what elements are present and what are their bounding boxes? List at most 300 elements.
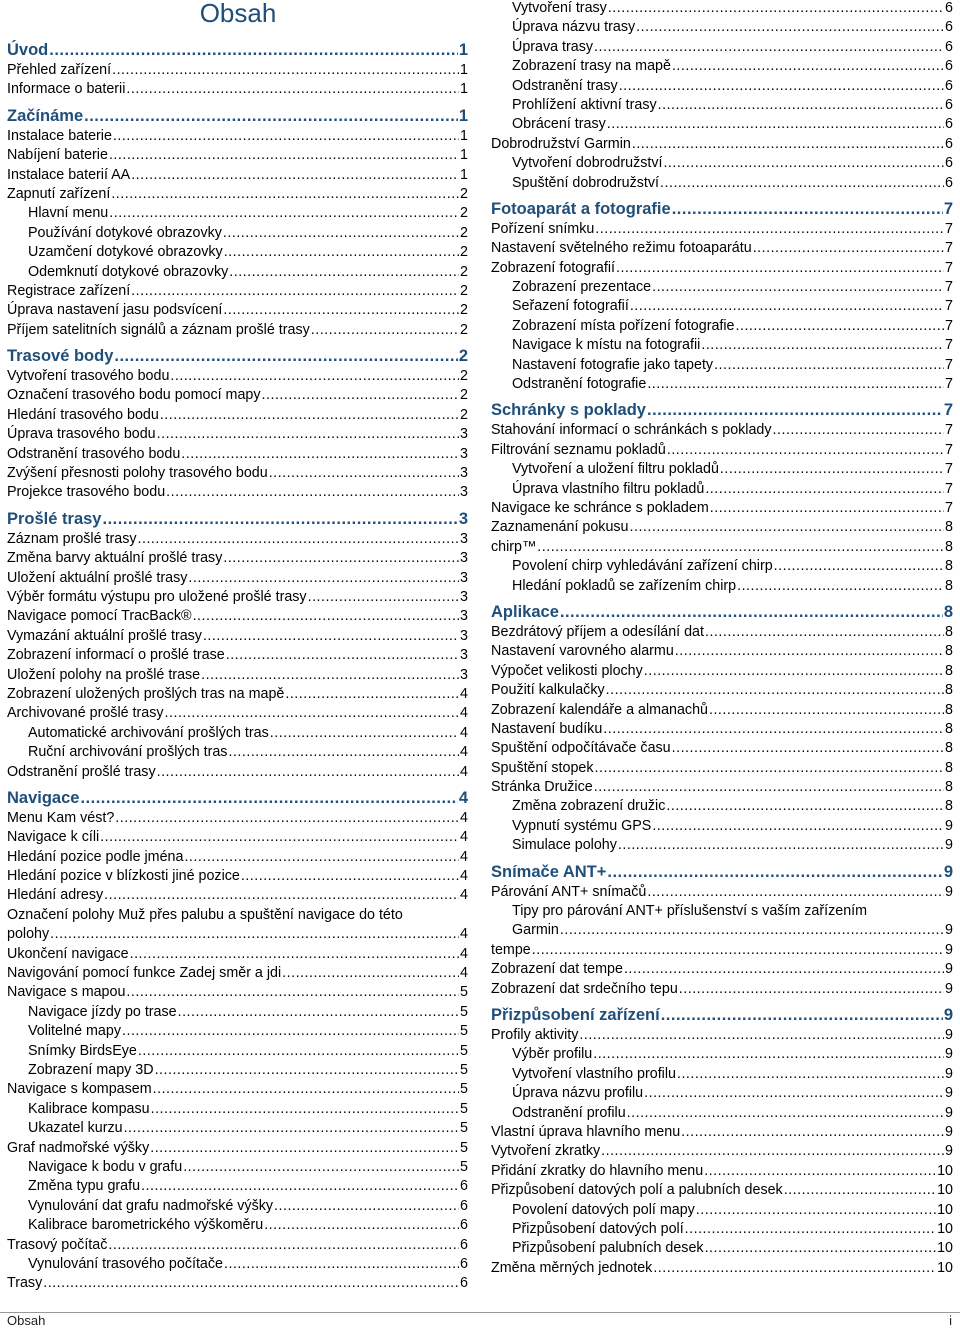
toc-entry-title: Uložení polohy na prošlé trase bbox=[7, 666, 201, 683]
toc-entry[interactable] bbox=[491, 1239, 953, 1258]
toc-entry-title: Zobrazení kalendáře a almanachů bbox=[491, 701, 708, 718]
toc-entry[interactable] bbox=[491, 941, 953, 960]
toc-page-number: 7 bbox=[945, 279, 953, 296]
toc-page-number: 6 bbox=[945, 0, 953, 16]
toc-entry[interactable] bbox=[7, 204, 468, 223]
toc-entry[interactable] bbox=[491, 1123, 953, 1142]
toc-entry-title: Spuštění odpočítávače času bbox=[491, 740, 671, 757]
toc-page-number: 4 bbox=[460, 868, 468, 885]
toc-entry-title: Přizpůsobení palubních desek bbox=[512, 1240, 704, 1257]
toc-entry[interactable] bbox=[491, 759, 953, 778]
toc-entry[interactable] bbox=[7, 406, 468, 425]
toc-chapter-title: Schránky s poklady bbox=[491, 401, 646, 420]
dot-leader bbox=[696, 1201, 936, 1220]
toc-page-number: 6 bbox=[945, 174, 953, 191]
toc-entry-title: Instalace baterií AA bbox=[7, 166, 131, 183]
toc-entry-title: Stránka Družice bbox=[491, 779, 593, 796]
toc-entry-title: Dobrodružství Garmin bbox=[491, 135, 631, 152]
toc-entry[interactable] bbox=[491, 38, 953, 57]
dot-leader bbox=[224, 1255, 459, 1274]
toc-page-number: 3 bbox=[460, 550, 468, 567]
toc-entry-title: Nastavení světelného režimu fotoaparátu bbox=[491, 240, 752, 257]
toc-entry[interactable] bbox=[491, 1026, 953, 1045]
toc-entry[interactable] bbox=[7, 867, 468, 886]
toc-entry-title: Zobrazení dat tempe bbox=[491, 961, 623, 978]
toc-page-number: 9 bbox=[945, 883, 953, 900]
toc-entry-title: tempe bbox=[491, 941, 531, 958]
dot-leader bbox=[157, 763, 459, 782]
toc-entry-title: Záznam prošlé trasy bbox=[7, 530, 137, 547]
dot-leader bbox=[672, 57, 944, 76]
toc-page-number: 9 bbox=[943, 862, 953, 881]
toc-entry[interactable] bbox=[7, 763, 468, 782]
dot-leader bbox=[705, 1239, 937, 1258]
toc-entry[interactable] bbox=[7, 243, 468, 262]
toc-entry[interactable] bbox=[491, 421, 953, 440]
toc-entry[interactable] bbox=[7, 1274, 468, 1293]
toc-entry[interactable] bbox=[491, 297, 953, 316]
toc-right-column bbox=[491, 0, 953, 1278]
toc-entry-title: Změna barvy aktuální prošlé trasy bbox=[7, 550, 223, 567]
dot-leader bbox=[228, 743, 459, 762]
dot-leader bbox=[560, 921, 944, 940]
toc-entry[interactable] bbox=[491, 1142, 953, 1161]
toc-entry[interactable] bbox=[7, 321, 468, 340]
toc-entry-title: Navigace pomocí TracBack® bbox=[7, 608, 192, 625]
toc-entry-title: Instalace baterie bbox=[7, 127, 112, 144]
toc-entry-title: Úprava názvu trasy bbox=[512, 19, 636, 36]
toc-entry[interactable] bbox=[7, 646, 468, 665]
dot-leader bbox=[704, 1162, 936, 1181]
toc-page-number: 10 bbox=[937, 1201, 953, 1218]
toc-entry[interactable] bbox=[491, 499, 953, 518]
dot-leader bbox=[672, 199, 943, 220]
toc-page-number: 7 bbox=[945, 356, 953, 373]
toc-entry-title-continued: polohy bbox=[7, 926, 50, 943]
toc-entry-title: Vytvoření vlastního profilu bbox=[512, 1065, 676, 1082]
toc-entry[interactable] bbox=[491, 441, 953, 460]
toc-page-number: 3 bbox=[460, 666, 468, 683]
toc-entry-title: Vymazání aktuální prošlé trasy bbox=[7, 627, 202, 644]
dot-leader bbox=[114, 346, 457, 367]
toc-page-number: 2 bbox=[460, 185, 468, 202]
dot-leader bbox=[165, 704, 460, 723]
toc-page-number: 6 bbox=[945, 135, 953, 152]
toc-page-number: 2 bbox=[460, 302, 468, 319]
toc-page-number: 4 bbox=[460, 829, 468, 846]
toc-entry-title: Kalibrace barometrického výškoměru bbox=[28, 1217, 264, 1234]
toc-page-number: 6 bbox=[945, 58, 953, 75]
dot-leader bbox=[603, 720, 944, 739]
toc-page-number: 9 bbox=[945, 1104, 953, 1121]
toc-chapter[interactable] bbox=[491, 400, 953, 421]
toc-entry[interactable] bbox=[7, 848, 468, 867]
toc-entry[interactable] bbox=[491, 902, 953, 941]
dot-leader bbox=[624, 960, 944, 979]
toc-entry[interactable] bbox=[491, 1201, 953, 1220]
toc-entry[interactable] bbox=[491, 817, 953, 836]
toc-entry[interactable] bbox=[491, 154, 953, 173]
toc-chapter[interactable] bbox=[7, 788, 468, 809]
toc-page-number: 6 bbox=[945, 155, 953, 172]
toc-page-number: 7 bbox=[943, 199, 953, 218]
toc-page-number: 7 bbox=[945, 376, 953, 393]
toc-entry[interactable] bbox=[7, 906, 468, 945]
toc-page-number: 7 bbox=[945, 298, 953, 315]
toc-entry[interactable] bbox=[491, 518, 953, 537]
toc-entry[interactable] bbox=[491, 980, 953, 999]
toc-entry-title: Zobrazení uložených prošlých tras na mapě bbox=[7, 685, 285, 702]
toc-page-number: 1 bbox=[460, 62, 468, 78]
toc-entry[interactable] bbox=[491, 577, 953, 596]
toc-page-number: 3 bbox=[458, 509, 468, 528]
toc-entry[interactable] bbox=[7, 809, 468, 828]
toc-entry-title: Změna typu grafu bbox=[28, 1178, 141, 1195]
toc-entry[interactable] bbox=[7, 724, 468, 743]
toc-page-number: 8 bbox=[945, 779, 953, 796]
toc-entry-title: Odemknutí dotykové obrazovky bbox=[28, 263, 229, 280]
toc-page-number: 9 bbox=[945, 1026, 953, 1043]
dot-leader bbox=[193, 607, 459, 626]
toc-page-number: 6 bbox=[945, 38, 953, 55]
dot-leader bbox=[109, 146, 459, 165]
toc-page-number: 8 bbox=[945, 682, 953, 699]
dot-leader bbox=[736, 317, 945, 336]
toc-entry[interactable] bbox=[491, 18, 953, 37]
toc-entry[interactable] bbox=[7, 1100, 468, 1119]
dot-leader bbox=[705, 623, 944, 642]
toc-page-number: 7 bbox=[945, 259, 953, 276]
toc-chapter[interactable] bbox=[491, 862, 953, 883]
toc-entry[interactable] bbox=[491, 836, 953, 855]
toc-entry[interactable] bbox=[7, 530, 468, 549]
toc-entry[interactable] bbox=[7, 80, 468, 99]
toc-entry[interactable] bbox=[7, 127, 468, 146]
toc-entry[interactable] bbox=[491, 460, 953, 479]
toc-entry[interactable] bbox=[7, 1216, 468, 1235]
dot-leader bbox=[157, 425, 459, 444]
dot-leader bbox=[151, 1100, 459, 1119]
toc-entry[interactable] bbox=[7, 549, 468, 568]
toc-page-number: 6 bbox=[460, 1217, 468, 1234]
toc-entry[interactable] bbox=[491, 278, 953, 297]
toc-page-number: 5 bbox=[460, 1120, 468, 1137]
toc-entry-title: Povolení chirp vyhledávání zařízení chirp bbox=[512, 558, 773, 575]
toc-entry[interactable] bbox=[491, 797, 953, 816]
toc-page-number: 4 bbox=[460, 809, 468, 826]
footer-section-label: Obsah bbox=[7, 1313, 46, 1328]
toc-entry[interactable] bbox=[7, 588, 468, 607]
toc-page-number: 7 bbox=[943, 401, 953, 420]
toc-entry[interactable] bbox=[491, 557, 953, 576]
dot-leader bbox=[667, 441, 944, 460]
toc-page-number: 9 bbox=[945, 1143, 953, 1160]
toc-entry[interactable] bbox=[7, 627, 468, 646]
toc-chapter[interactable] bbox=[491, 1005, 953, 1026]
toc-entry-title: Kalibrace kompasu bbox=[28, 1100, 150, 1117]
toc-entry[interactable] bbox=[491, 375, 953, 394]
dot-leader bbox=[122, 1022, 459, 1041]
toc-entry-title: Výběr profilu bbox=[512, 1046, 593, 1063]
dot-leader bbox=[636, 18, 944, 37]
toc-entry[interactable] bbox=[491, 336, 953, 355]
toc-entry[interactable] bbox=[7, 1139, 468, 1158]
toc-entry[interactable] bbox=[7, 263, 468, 282]
dot-leader bbox=[607, 862, 942, 883]
toc-entry-title: Trasový počítač bbox=[7, 1236, 108, 1253]
dot-leader bbox=[108, 1236, 459, 1255]
toc-entry-title: Zapnutí zařízení bbox=[7, 185, 111, 202]
toc-page-number: 3 bbox=[460, 588, 468, 605]
toc-entry[interactable] bbox=[7, 445, 468, 464]
toc-entry-title: Odstranění fotografie bbox=[512, 376, 647, 393]
toc-entry[interactable] bbox=[491, 662, 953, 681]
toc-entry[interactable] bbox=[7, 743, 468, 762]
toc-chapter[interactable] bbox=[7, 40, 468, 61]
toc-page-number: 7 bbox=[945, 441, 953, 458]
toc-entry-title: Změna měrných jednotek bbox=[491, 1259, 653, 1276]
toc-entry-title: Vlastní úprava hlavního menu bbox=[491, 1123, 681, 1140]
dot-leader bbox=[203, 627, 459, 646]
toc-entry[interactable] bbox=[7, 607, 468, 626]
dot-leader bbox=[709, 701, 944, 720]
dot-leader bbox=[104, 886, 459, 905]
toc-entry[interactable] bbox=[7, 569, 468, 588]
dot-leader bbox=[630, 297, 944, 316]
toc-chapter-title: Aplikace bbox=[491, 602, 559, 621]
dot-leader bbox=[124, 1119, 459, 1138]
dot-leader bbox=[663, 154, 944, 173]
toc-entry[interactable] bbox=[491, 1181, 953, 1200]
toc-entry[interactable] bbox=[7, 146, 468, 165]
toc-entry-title: Vytvoření trasového bodu bbox=[7, 368, 170, 385]
toc-entry[interactable] bbox=[491, 960, 953, 979]
dot-leader bbox=[138, 530, 460, 549]
dot-leader bbox=[223, 301, 459, 320]
toc-chapter[interactable] bbox=[491, 199, 953, 220]
toc-entry[interactable] bbox=[491, 1065, 953, 1084]
dot-leader bbox=[652, 817, 944, 836]
toc-page-number: 4 bbox=[460, 744, 468, 761]
toc-chapter[interactable] bbox=[7, 106, 468, 127]
toc-entry[interactable] bbox=[7, 1119, 468, 1138]
toc-page-number: 8 bbox=[945, 558, 953, 575]
toc-entry[interactable] bbox=[7, 224, 468, 243]
dot-leader bbox=[753, 239, 944, 258]
toc-page-number: 9 bbox=[945, 961, 953, 978]
footer-divider bbox=[0, 1312, 960, 1313]
toc-entry[interactable] bbox=[491, 1104, 953, 1123]
toc-entry[interactable] bbox=[491, 778, 953, 797]
toc-page-number: 6 bbox=[945, 77, 953, 94]
toc-entry-title: Hledání pozice v blízkosti jiné pozice bbox=[7, 868, 240, 885]
dot-leader bbox=[658, 96, 944, 115]
toc-entry[interactable] bbox=[491, 1259, 953, 1278]
toc-entry-title: Trasy bbox=[7, 1275, 43, 1292]
toc-entry[interactable] bbox=[7, 282, 468, 301]
toc-entry[interactable] bbox=[491, 174, 953, 193]
toc-chapter[interactable] bbox=[7, 346, 468, 367]
toc-page-number: 9 bbox=[945, 1065, 953, 1082]
dot-leader bbox=[579, 1026, 944, 1045]
toc-entry[interactable] bbox=[491, 317, 953, 336]
toc-entry-title: Pořízení snímku bbox=[491, 220, 595, 237]
toc-entry[interactable] bbox=[7, 301, 468, 320]
toc-entry[interactable] bbox=[7, 666, 468, 685]
toc-entry-title: Označení polohy Muž přes palubu a spuštění navigace do této bbox=[7, 906, 403, 923]
toc-page-number: 5 bbox=[460, 1139, 468, 1156]
dot-leader bbox=[618, 836, 944, 855]
toc-entry[interactable] bbox=[491, 1045, 953, 1064]
toc-entry[interactable] bbox=[7, 1236, 468, 1255]
toc-entry[interactable] bbox=[7, 61, 468, 80]
toc-entry[interactable] bbox=[7, 1197, 468, 1216]
toc-entry[interactable] bbox=[7, 1061, 468, 1080]
toc-entry[interactable] bbox=[7, 945, 468, 964]
toc-entry-title: Zobrazení informací o prošlé trase bbox=[7, 647, 225, 664]
toc-page-number: 7 bbox=[945, 461, 953, 478]
toc-entry[interactable] bbox=[7, 964, 468, 983]
toc-entry[interactable] bbox=[491, 96, 953, 115]
dot-leader bbox=[652, 278, 944, 297]
toc-page-number: 8 bbox=[945, 720, 953, 737]
toc-entry-title: Zvýšení přesnosti polohy trasového bodu bbox=[7, 465, 268, 482]
dot-leader bbox=[560, 602, 943, 623]
toc-page-number: 9 bbox=[945, 1123, 953, 1140]
toc-entry[interactable] bbox=[491, 239, 953, 258]
dot-leader bbox=[608, 0, 944, 18]
dot-leader bbox=[644, 662, 944, 681]
toc-entry[interactable] bbox=[7, 425, 468, 444]
toc-entry[interactable] bbox=[491, 259, 953, 278]
toc-entry[interactable] bbox=[491, 135, 953, 154]
toc-entry[interactable] bbox=[491, 115, 953, 134]
toc-entry-title: Automatické archivování prošlých tras bbox=[28, 724, 269, 741]
toc-page-number: 3 bbox=[460, 608, 468, 625]
toc-page-number: 10 bbox=[937, 1240, 953, 1257]
dot-leader bbox=[188, 569, 459, 588]
toc-entry-title: Vytvoření dobrodružství bbox=[512, 155, 663, 172]
toc-entry-title: Označení trasového bodu pomocí mapy bbox=[7, 387, 261, 404]
toc-entry-title: Uložení aktuální prošlé trasy bbox=[7, 569, 188, 586]
toc-entry[interactable] bbox=[7, 828, 468, 847]
dot-leader bbox=[100, 828, 459, 847]
toc-entry[interactable] bbox=[491, 220, 953, 239]
dot-leader bbox=[131, 166, 459, 185]
toc-entry-title: Vynulování trasového počítače bbox=[28, 1255, 223, 1272]
toc-entry-title: Hledání pozice podle jména bbox=[7, 848, 184, 865]
toc-entry-title: Nastavení fotografie jako tapety bbox=[512, 356, 714, 373]
dot-leader bbox=[653, 1259, 936, 1278]
toc-chapter-title: Snímače ANT+ bbox=[491, 862, 607, 881]
toc-entry[interactable] bbox=[491, 480, 953, 499]
toc-page-number: 8 bbox=[945, 701, 953, 718]
toc-page-number: 8 bbox=[945, 623, 953, 640]
toc-entry-title: Úprava trasy bbox=[512, 38, 594, 55]
toc-entry[interactable] bbox=[7, 386, 468, 405]
toc-page-number: 8 bbox=[945, 519, 953, 536]
toc-entry[interactable] bbox=[491, 1084, 953, 1103]
toc-entry[interactable] bbox=[7, 483, 468, 502]
toc-page-number: 7 bbox=[945, 337, 953, 354]
toc-entry-title: Vypnutí systému GPS bbox=[512, 817, 652, 834]
toc-entry[interactable] bbox=[491, 701, 953, 720]
toc-entry-title: Archivované prošlé trasy bbox=[7, 705, 164, 722]
toc-entry[interactable] bbox=[491, 356, 953, 375]
toc-entry-title: Zobrazení místa pořízení fotografie bbox=[512, 317, 735, 334]
toc-entry[interactable] bbox=[7, 367, 468, 386]
toc-entry[interactable] bbox=[7, 1042, 468, 1061]
toc-entry[interactable] bbox=[7, 1003, 468, 1022]
toc-entry[interactable] bbox=[7, 886, 468, 905]
toc-entry-title: Odstranění profilu bbox=[512, 1104, 626, 1121]
dot-leader bbox=[130, 945, 459, 964]
toc-entry[interactable] bbox=[491, 1162, 953, 1181]
dot-leader bbox=[226, 646, 459, 665]
toc-entry-title: Úprava názvu profilu bbox=[512, 1085, 644, 1102]
toc-entry-title: Nabíjení baterie bbox=[7, 147, 108, 164]
toc-entry[interactable] bbox=[491, 883, 953, 902]
toc-entry-title: Výběr formátu výstupu pro uložené prošlé trasy bbox=[7, 588, 307, 605]
toc-entry[interactable] bbox=[491, 623, 953, 642]
toc-page-number: 9 bbox=[943, 1005, 953, 1024]
dot-leader bbox=[666, 797, 944, 816]
dot-leader bbox=[102, 509, 457, 530]
dot-leader bbox=[138, 1042, 459, 1061]
toc-page-number: 4 bbox=[460, 705, 468, 722]
toc-entry-title: Úprava nastavení jasu podsvícení bbox=[7, 302, 223, 319]
toc-entry[interactable] bbox=[491, 77, 953, 96]
toc-page-number: 3 bbox=[460, 445, 468, 462]
toc-entry[interactable] bbox=[491, 0, 953, 18]
toc-entry[interactable] bbox=[491, 720, 953, 739]
toc-entry[interactable] bbox=[491, 739, 953, 758]
toc-entry[interactable] bbox=[491, 681, 953, 700]
toc-page-number: 10 bbox=[937, 1259, 953, 1276]
toc-entry-title: Obrácení trasy bbox=[512, 116, 606, 133]
toc-entry[interactable] bbox=[7, 1158, 468, 1177]
toc-chapter[interactable] bbox=[7, 509, 468, 530]
toc-entry[interactable] bbox=[7, 704, 468, 723]
toc-entry[interactable] bbox=[7, 1022, 468, 1041]
dot-leader bbox=[166, 483, 459, 502]
toc-entry[interactable] bbox=[491, 538, 953, 557]
toc-entry[interactable] bbox=[491, 642, 953, 661]
toc-page-number: 7 bbox=[945, 480, 953, 497]
toc-page-number: 10 bbox=[937, 1182, 953, 1199]
dot-leader bbox=[160, 406, 459, 425]
toc-entry[interactable] bbox=[7, 1080, 468, 1099]
toc-entry[interactable] bbox=[491, 57, 953, 76]
toc-entry[interactable] bbox=[7, 983, 468, 1002]
toc-entry[interactable] bbox=[7, 1255, 468, 1274]
toc-entry[interactable] bbox=[7, 685, 468, 704]
dot-leader bbox=[262, 386, 460, 405]
toc-page-number: 9 bbox=[945, 980, 953, 997]
toc-page-number: 1 bbox=[460, 166, 468, 183]
toc-entry[interactable] bbox=[7, 464, 468, 483]
toc-page-number: 8 bbox=[945, 759, 953, 776]
toc-entry[interactable] bbox=[7, 1177, 468, 1196]
toc-entry[interactable] bbox=[491, 1220, 953, 1239]
toc-entry[interactable] bbox=[7, 166, 468, 185]
toc-entry-title: Snímky BirdsEye bbox=[28, 1042, 137, 1059]
toc-entry[interactable] bbox=[7, 185, 468, 204]
toc-page-number: 10 bbox=[937, 1162, 953, 1179]
dot-leader bbox=[141, 1177, 459, 1196]
dot-leader bbox=[594, 38, 944, 57]
toc-chapter[interactable] bbox=[491, 602, 953, 623]
